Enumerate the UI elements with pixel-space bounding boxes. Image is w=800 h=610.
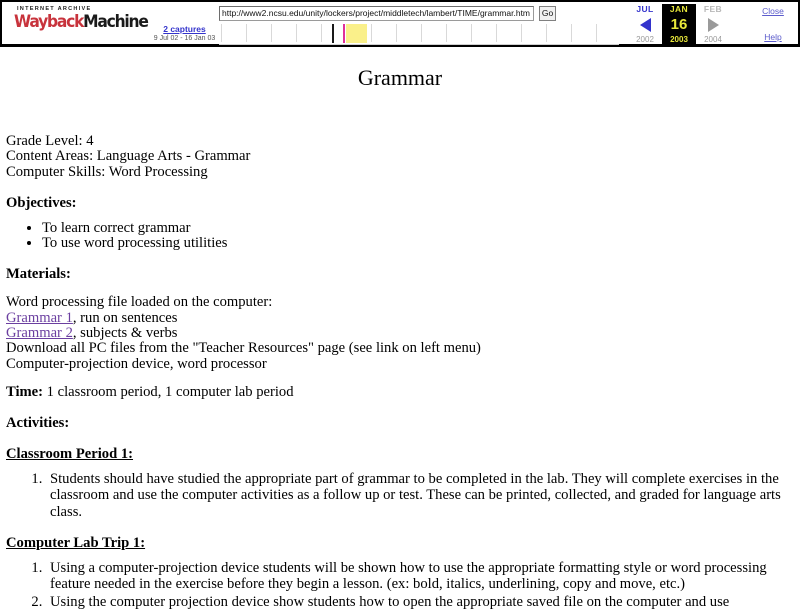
content-areas-line: Content Areas: Language Arts - Grammar — [6, 148, 251, 165]
grade-level-line: Grade Level: 4 — [6, 133, 94, 149]
capture-timeline[interactable] — [219, 24, 619, 45]
date-navigator — [628, 4, 736, 46]
activities-heading: Activities: — [6, 415, 70, 432]
computer-lab-trip-list — [6, 560, 794, 610]
captures-block[interactable] — [137, 24, 232, 44]
timeline-baseline — [219, 44, 619, 45]
materials-link1-line — [6, 311, 794, 326]
list-item: 1. Students should have studied the appropriate part of grammar to be completed in the lab. They will complete exercises in the classroom and use the computer activities as a follow up or test. These can be printed, collected, and graded for language arts class. — [46, 471, 794, 520]
list-item: 2. Using the computer projection device show students how to open the appropriate saved file on the computer and use — [46, 594, 794, 610]
time-value: 1 classroom period, 1 computer lab period — [43, 383, 294, 400]
list-item: • To use word processing utilities — [42, 236, 794, 251]
close-link[interactable]: Close — [762, 6, 784, 16]
archived-page-content — [0, 65, 800, 610]
internet-archive-wordmark: INTERNET ARCHIVE — [17, 6, 92, 12]
materials-line-4: Computer-projection device, word processor — [6, 355, 267, 372]
current-day-label: 16 — [670, 16, 688, 33]
date-nav-current[interactable] — [662, 4, 696, 46]
timeline-tick — [521, 24, 522, 42]
wordmark-wayback: Wayback — [14, 12, 84, 31]
timeline-tick — [321, 24, 322, 42]
materials-link2-line — [6, 326, 794, 341]
triangle-left-icon[interactable] — [640, 18, 651, 32]
next-month-label: FEB — [703, 4, 723, 14]
classroom-period-list — [6, 471, 794, 520]
current-month-label: JAN — [669, 4, 689, 14]
url-input[interactable]: http://www2.ncsu.edu/unity/lockers/project/middletech/lambert/TIME/grammar.htm — [219, 6, 534, 21]
timeline-tick — [546, 24, 547, 42]
objectives-heading: Objectives: — [6, 194, 77, 211]
timeline-capture-marker[interactable] — [332, 24, 334, 43]
timeline-tick — [246, 24, 247, 42]
prev-arrow-wrap[interactable] — [628, 15, 662, 34]
date-nav-next[interactable] — [696, 4, 730, 45]
util-links-spacer — [750, 17, 796, 32]
grammar-2-link[interactable]: Grammar 2 — [6, 325, 73, 342]
objectives-list — [6, 221, 794, 252]
time-line — [6, 385, 794, 400]
date-nav-previous[interactable] — [628, 4, 662, 45]
timeline-tick — [596, 24, 597, 42]
next-arrow-wrap[interactable] — [696, 15, 730, 34]
timeline-tick — [471, 24, 472, 42]
timeline-tick — [571, 24, 572, 42]
grammar-1-link[interactable]: Grammar 1 — [6, 309, 73, 326]
computer-lab-trip-heading: Computer Lab Trip 1: — [6, 534, 146, 551]
lesson-meta-block — [6, 134, 794, 180]
next-year-label: 2004 — [704, 35, 722, 44]
wayback-machine-logo[interactable] — [14, 5, 148, 45]
timeline-tick — [271, 24, 272, 42]
prev-month-label: JUL — [636, 4, 654, 14]
help-link[interactable]: Help — [764, 32, 782, 42]
grammar-1-description: , run on sentences — [72, 309, 178, 326]
toolbar-utility-links — [750, 6, 796, 43]
timeline-tick — [446, 24, 447, 42]
timeline-tick — [496, 24, 497, 42]
captures-date-range: 9 Jul 02 - 16 Jan 03 — [153, 35, 216, 42]
time-block — [6, 385, 794, 400]
timeline-tick — [421, 24, 422, 42]
wayback-machine-toolbar — [0, 0, 800, 47]
timeline-tick — [371, 24, 372, 42]
url-bar-row — [219, 6, 556, 21]
go-button[interactable]: Go — [539, 6, 556, 21]
materials-block — [6, 295, 794, 371]
materials-intro-line: Word processing file loaded on the computer: — [6, 294, 273, 311]
prev-year-label: 2002 — [636, 35, 654, 44]
time-label: Time: — [6, 383, 44, 400]
page-title: Grammar — [357, 65, 443, 90]
list-item: 1. Using a computer-projection device students will be shown how to use the appropriate formatting style or word processing feature needed in the exercise before they begin a lesson. (ex: bold, italics, underlining, copy and move, etc.) — [46, 560, 794, 592]
grammar-2-description: , subjects & verbs — [72, 325, 178, 342]
captures-count-link[interactable]: 2 captures — [163, 24, 206, 34]
materials-heading: Materials: — [6, 266, 71, 283]
materials-line-3: Download all PC files from the "Teacher Resources" page (see link on left menu) — [6, 340, 481, 357]
timeline-tick — [296, 24, 297, 42]
triangle-right-icon[interactable] — [708, 18, 719, 32]
list-item: • To learn correct grammar — [42, 221, 794, 236]
wayback-machine-wordmark — [14, 12, 148, 31]
wordmark-machine: Machine — [83, 12, 148, 31]
current-day-wrap — [662, 15, 696, 34]
timeline-tick — [396, 24, 397, 42]
timeline-selected-range[interactable] — [346, 24, 367, 43]
current-year-label: 2003 — [670, 35, 688, 44]
timeline-current-marker[interactable] — [343, 24, 345, 43]
computer-skills-line: Computer Skills: Word Processing — [6, 163, 208, 180]
classroom-period-heading: Classroom Period 1: — [6, 446, 134, 463]
page-content-column — [0, 134, 800, 610]
timeline-tick — [221, 24, 222, 42]
